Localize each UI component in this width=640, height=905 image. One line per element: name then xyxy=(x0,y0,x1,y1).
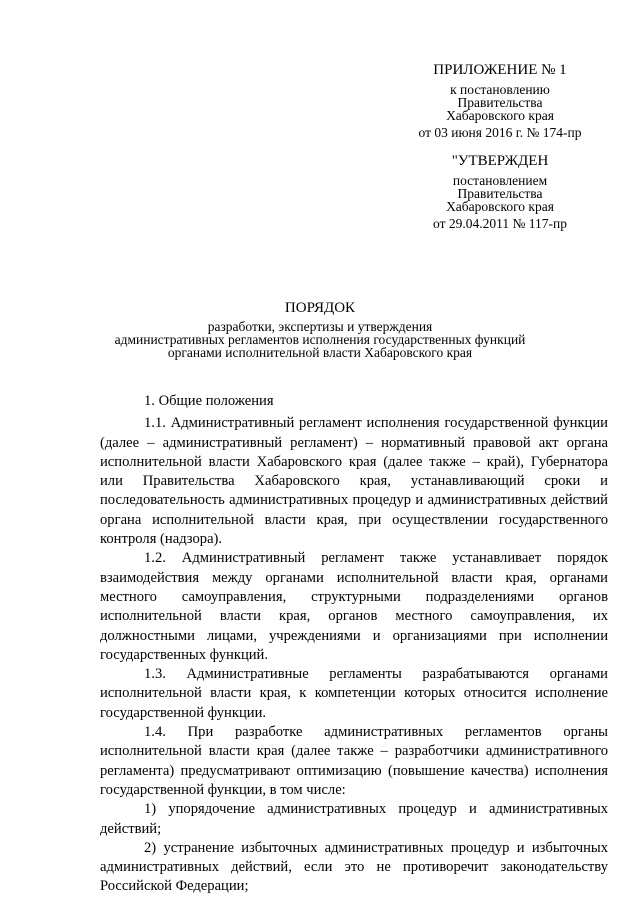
appendix-line2: Правительства xyxy=(457,95,543,110)
approved-line4: от 29.04.2011 № 117-пр xyxy=(433,216,567,231)
approved-line3: Хабаровского края xyxy=(446,199,554,214)
title-line2: административных регламентов исполнения государственных функций xyxy=(114,332,526,347)
approved-line1: постановлением xyxy=(452,173,548,188)
paragraph-1-1: 1.1. Административный регламент исполнения государственной функции (далее – административный регламент) – нормативный правовой акт органа исполнительной власти Хабаровского края (далее также – край), Губернатора или Правительства Хабаровского края, устанавливающий сроки и последовательность административных процедур и административных действий органа исполнительной власти края, при осуществлении государственного контроля (надзора). xyxy=(100,415,608,548)
approved-title: "УТВЕРЖДЕН xyxy=(451,153,549,169)
appendix-title: ПРИЛОЖЕНИЕ № 1 xyxy=(433,62,567,78)
title-line1: разработки, экспертизы и утверждения xyxy=(207,319,433,334)
approved-block xyxy=(395,153,605,230)
document-body xyxy=(100,392,608,897)
appendix-line4: от 03 июня 2016 г. № 174-пр xyxy=(418,125,582,140)
document-title xyxy=(100,300,540,359)
appendix-line1: к постановлению xyxy=(450,82,550,97)
section-heading: 1. Общие положения xyxy=(144,393,274,409)
paragraph-1-4: 1.4. При разработке административных регламентов органы исполнительной власти края (далее также – разработчики административного регламента) предусматривают оптимизацию (повышение качества) исполнения государственной функции, в том числе: xyxy=(100,724,608,798)
appendix-line3: Хабаровского края xyxy=(446,108,554,123)
list-item-2: 2) устранение избыточных административных процедур и избыточных административных действий, если это не противоречит законодательству Российской Федерации; xyxy=(100,839,608,895)
appendix-block xyxy=(395,62,605,139)
paragraph-1-3: 1.3. Административные регламенты разрабатываются органами исполнительной власти края, к компетенции которых относится исполнение государственной функции. xyxy=(100,666,608,721)
list-item-1: 1) упорядочение административных процедур и административных действий; xyxy=(100,801,608,837)
title-heading: ПОРЯДОК xyxy=(284,300,356,316)
approved-line2: Правительства xyxy=(457,186,543,201)
paragraph-1-2: 1.2. Административный регламент также устанавливает порядок взаимодействия между органами исполнительной власти края, органами местного самоуправления, структурными подразделениями органов исполнительной власти края, органов местного самоуправления, их должностными лицами, учреждениями и организациями при исполнении государственных функций. xyxy=(100,550,608,663)
title-line3: органами исполнительной власти Хабаровского края xyxy=(167,345,473,360)
